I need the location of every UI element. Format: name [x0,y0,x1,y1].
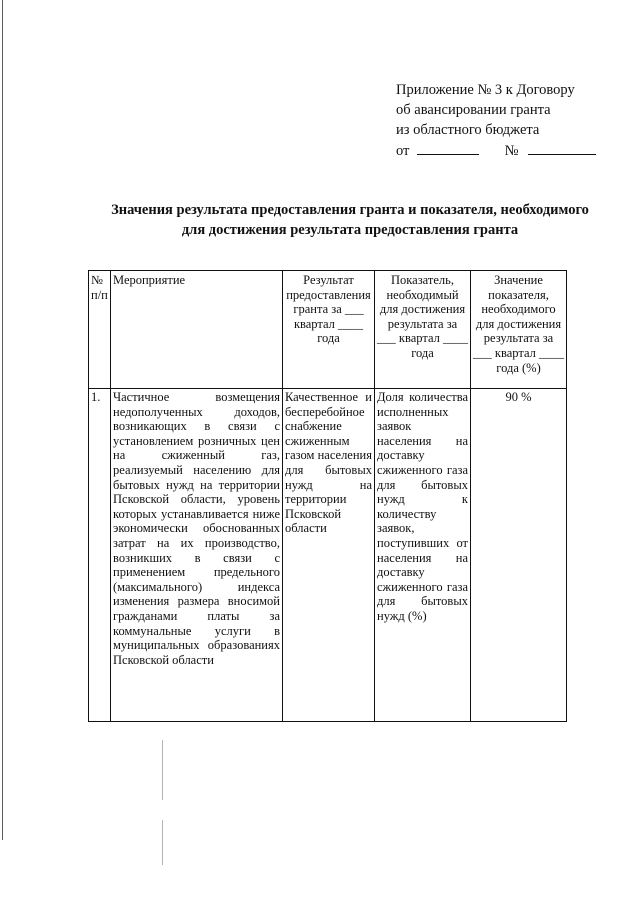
cell-indicator: Доля количества исполненных заявок населения на доставку сжиженного газа для бытовых нужд к количеству заявок, поступивших от населения на доставку сжиженного газа для бытовых нужд (%) [375,389,471,722]
scan-edge-line [2,0,3,840]
cell-result: Качественное и бесперебойное снабжение сжиженным газом населения для бытовых нужд на территории Псковской области [283,389,375,722]
annex-line-3: из областного бюджета [396,122,540,138]
annex-block [396,80,626,161]
title-line-1: Значения результата предоставления гранта и показателя, необходимого [111,202,589,218]
annex-line-2: об авансировании гранта [396,102,551,118]
number-label: № [504,143,519,159]
header-result: Результат предоставления гранта за ___ квартал ____ года [283,271,375,389]
annex-line-1: Приложение № 3 к Договору [396,82,575,98]
cell-activity: Частичное возмещения недополученных доходов, возникающих в связи с установлением розничных цен на сжиженный газ, реализуемый населению для бытовых нужд на территории Псковской области, уровень которых устанавливается ниже экономически обоснованных затрат на их производство, возникших в связи с применением предельного (максимального) индекса изменения размера вносимой гражданами платы за коммунальные услуги в муниципальных образованиях Псковской области [111,389,283,722]
cell-value: 90 % [471,389,567,722]
cell-num: 1. [89,389,111,722]
header-indicator: Показатель, необходимый для достижения результата за ___ квартал ____ года [375,271,471,389]
scan-artifact [162,740,163,800]
date-blank [417,140,479,155]
annex-date-number-line [396,140,626,161]
from-label: от [396,143,410,159]
table-header-row [89,271,567,389]
results-table [88,270,567,722]
header-value: Значение показателя, необходимого для достижения результата за ___ квартал ____ года (%) [471,271,567,389]
title-line-2: для достижения результата предоставления гранта [181,222,519,238]
scan-artifact [162,820,163,865]
header-activity: Мероприятие [111,271,283,389]
document-title [80,200,620,240]
number-blank [528,140,596,155]
header-num: № п/п [89,271,111,389]
table-row [89,389,567,722]
